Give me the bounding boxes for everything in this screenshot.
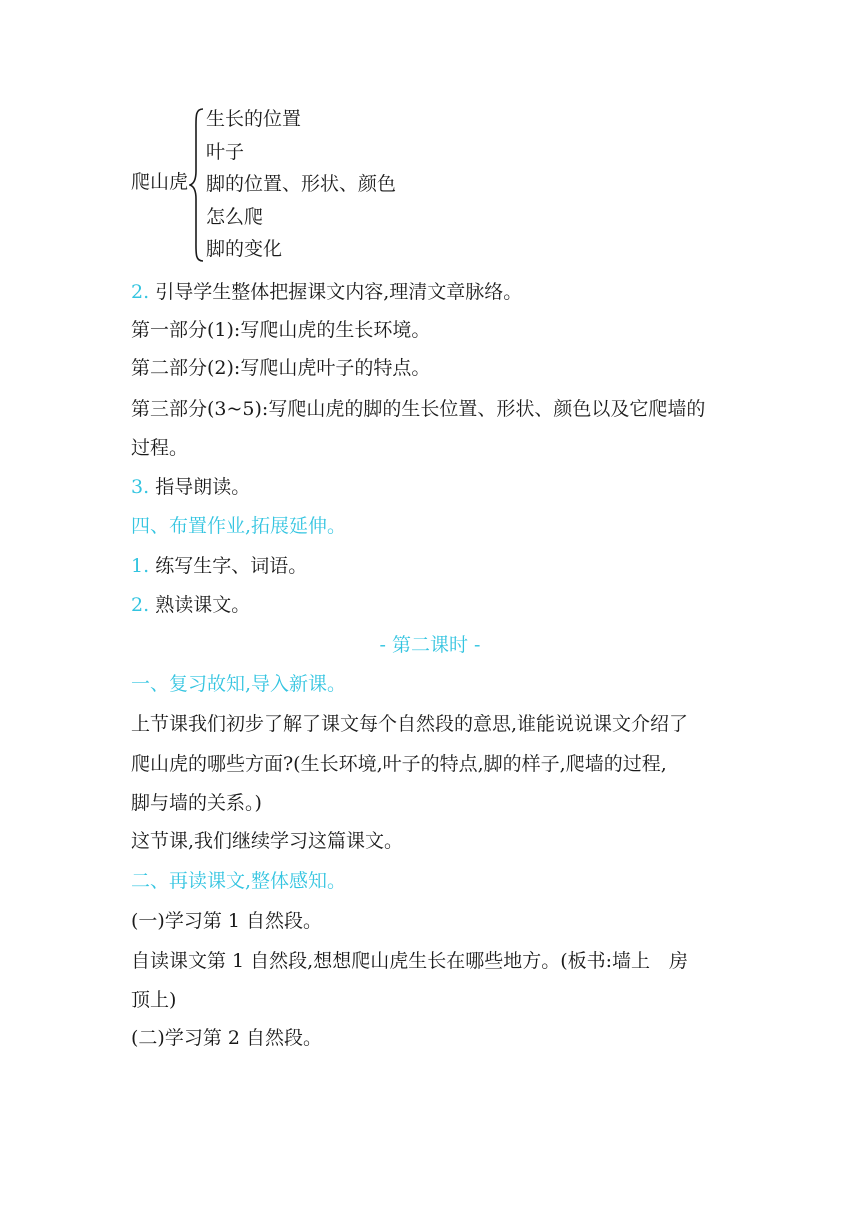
paragraph: (二)学习第 2 自然段。 bbox=[131, 1027, 322, 1049]
outline-item: 脚的变化 bbox=[206, 238, 283, 260]
outline-item: 脚的位置、形状、颜色 bbox=[206, 173, 397, 195]
paragraph: 上节课我们初步了解了课文每个自然段的意思,谁能说说课文介绍了 bbox=[131, 713, 689, 735]
step-text: 指导朗读。 bbox=[155, 476, 251, 498]
paragraph: 顶上) bbox=[131, 989, 177, 1011]
outline-item: 生长的位置 bbox=[206, 108, 302, 130]
step-number: 2. bbox=[131, 594, 150, 616]
step-text: 练写生字、词语。 bbox=[155, 555, 308, 577]
outline-label: 爬山虎 bbox=[131, 171, 189, 193]
paragraph: (一)学习第 1 自然段。 bbox=[131, 910, 322, 932]
step-number: 3. bbox=[131, 476, 150, 498]
step-number: 1. bbox=[131, 555, 150, 577]
outline-item: 叶子 bbox=[206, 140, 245, 163]
paragraph-step bbox=[131, 593, 250, 617]
curly-brace-icon bbox=[189, 107, 205, 263]
section-heading: 四、布置作业,拓展延伸。 bbox=[131, 515, 347, 537]
paragraph: 过程。 bbox=[131, 437, 189, 459]
paragraph: 第一部分(1):写爬山虎的生长环境。 bbox=[131, 319, 431, 341]
step-text: 熟读课文。 bbox=[155, 594, 251, 616]
paragraph-step bbox=[131, 554, 307, 578]
paragraph: 第二部分(2):写爬山虎叶子的特点。 bbox=[131, 357, 431, 379]
paragraph: 脚与墙的关系。) bbox=[131, 792, 262, 814]
outline-diagram bbox=[131, 103, 531, 265]
paragraph: 爬山虎的哪些方面?(生长环境,叶子的特点,脚的样子,爬墙的过程, bbox=[131, 753, 667, 775]
paragraph-step bbox=[131, 475, 250, 499]
paragraph: 这节课,我们继续学习这篇课文。 bbox=[131, 830, 404, 852]
paragraph: 第三部分(3~5):写爬山虎的脚的生长位置、形状、颜色以及它爬墙的 bbox=[131, 398, 706, 420]
step-number: 2. bbox=[131, 281, 150, 303]
paragraph: 自读课文第 1 自然段,想想爬山虎生长在哪些地方。(板书:墙上 房 bbox=[131, 950, 689, 972]
paragraph-step bbox=[131, 280, 522, 304]
section-heading: 二、再读课文,整体感知。 bbox=[131, 870, 347, 892]
outline-item: 怎么爬 bbox=[206, 205, 264, 228]
section-heading: 一、复习故知,导入新课。 bbox=[131, 673, 347, 695]
step-text: 引导学生整体把握课文内容,理清文章脉络。 bbox=[155, 281, 523, 303]
outline-items bbox=[206, 103, 396, 266]
lesson-title: - 第二课时 - bbox=[379, 634, 481, 656]
